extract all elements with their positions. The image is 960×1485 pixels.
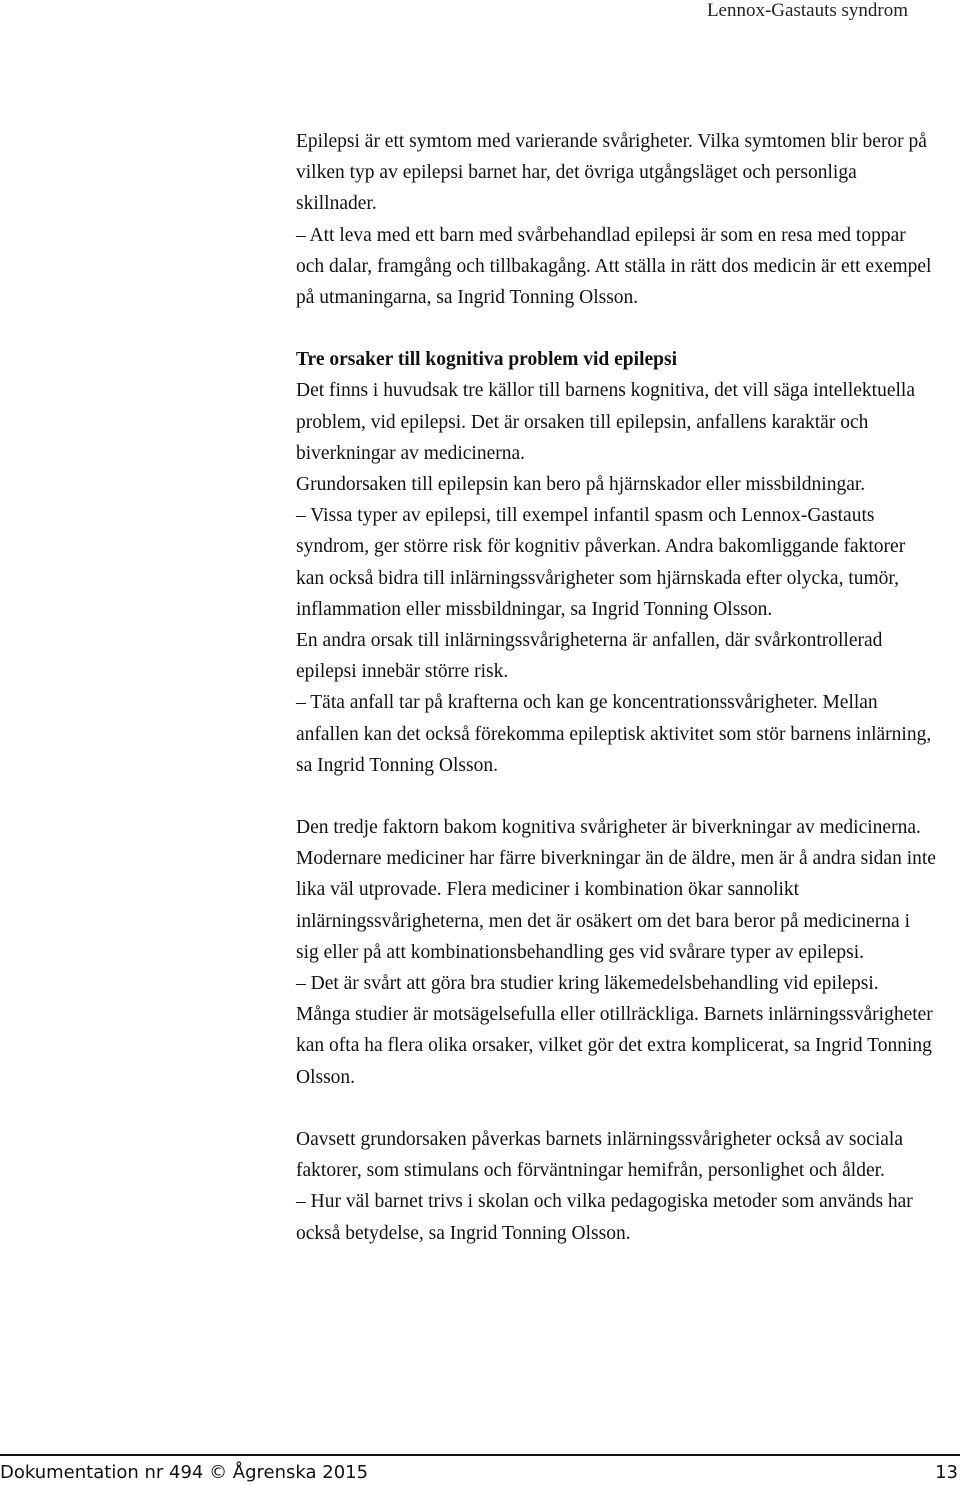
paragraph: Grundorsaken till epilepsin kan bero på hjärnskador eller missbildningar. <box>296 474 866 496</box>
article-body <box>296 126 936 1249</box>
footer-publication: Dokumentation nr 494 © Ågrenska 2015 <box>0 1462 369 1483</box>
paragraph: Oavsett grundorsaken påverkas barnets inlärningssvårigheter också av sociala faktorer, som stimulans och förväntningar hemifrån, personlighet och ålder. <box>296 1128 903 1182</box>
paragraph: En andra orsak till inlärningssvårigheterna är anfallen, där svårkontrollerad epilepsi innebär större risk. <box>296 630 883 683</box>
quote-paragraph: – Hur väl barnet trivs i skolan och vilka pedagogiska metoder som används har också betydelse, sa Ingrid Tonning Olsson. <box>296 1191 913 1244</box>
section-heading: Tre orsaker till kognitiva problem vid epilepsi <box>296 349 677 371</box>
page-number: 13 <box>935 1462 958 1483</box>
quote-paragraph: – Vissa typer av epilepsi, till exempel infantil spasm och Lennox-Gastauts syndrom, ger större risk för kognitiv påverkan. Andra bakomliggande faktorer kan också bidra till inlärningssvårigheter som hjärnskada efter olycka, tumör, inflammation eller missbildningar, sa Ingrid Tonning Olsson. <box>296 505 906 620</box>
paragraph: Det finns i huvudsak tre källor till barnens kognitiva, det vill säga intellektuella problem, vid epilepsi. Det är orsaken till epilepsin, anfallens karaktär och biverkningar av medicinerna. <box>296 380 915 464</box>
running-header: Lennox-Gastauts syndrom <box>706 0 908 21</box>
quote-paragraph: – Det är svårt att göra bra studier kring läkemedelsbehandling vid epilepsi. Många studier är motsägelsefulla eller otillräckliga. Barnets inlärningssvårigheter kan ofta ha flera olika orsaker, vilket gör det extra komplicerat, sa Ingrid Tonning Olsson. <box>296 973 933 1088</box>
quote-paragraph: – Att leva med ett barn med svårbehandlad epilepsi är som en resa med toppar och dalar, framgång och tillbakagång. Att ställa in rätt dos medicin är ett exempel på utmaningarna, sa Ingrid Tonning Olsson. <box>296 224 932 309</box>
footer-divider <box>0 1454 960 1456</box>
paragraph: Den tredje faktorn bakom kognitiva svårigheter är biverkningar av medicinerna. Modernare mediciner har färre biverkningar än de äldre, men är å andra sidan inte lika väl utprovade. Flera mediciner i kombination ökar sannolikt inlärningssvårigheterna, men det är osäkert om det bara beror på medicinerna i sig eller på att kombinationsbehandling ges vid svårare typer av epilepsi. <box>296 817 936 963</box>
paragraph: Epilepsi är ett symtom med varierande svårigheter. Vilka symtomen blir beror på vilken typ av epilepsi barnet har, det övriga utgångsläget och personliga skillnader. <box>296 131 927 215</box>
quote-paragraph: – Täta anfall tar på krafterna och kan ge koncentrationssvårigheter. Mellan anfallen kan det också förekomma epileptisk aktivitet som stör barnens inlärning, sa Ingrid Tonning Olsson. <box>296 692 932 776</box>
